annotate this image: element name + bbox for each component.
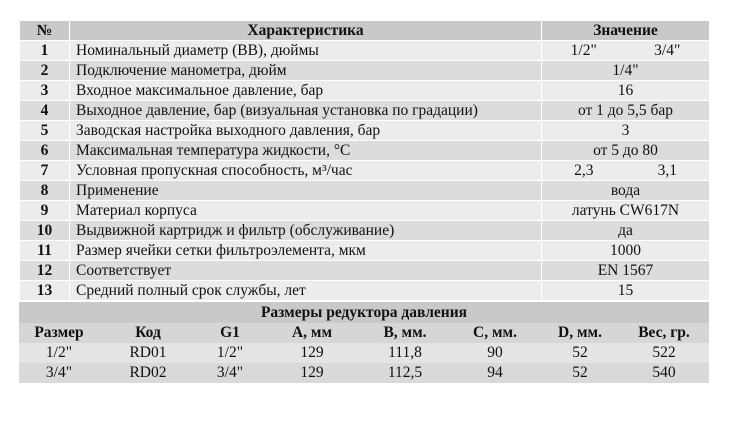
row-number: 10 bbox=[20, 221, 70, 241]
dimensions-cell: 522 bbox=[619, 343, 709, 363]
row-characteristic: Выходное давление, бар (визуальная установка по градации) bbox=[70, 101, 542, 121]
row-number: 5 bbox=[20, 121, 70, 141]
header-number: № bbox=[20, 21, 70, 41]
row-number: 1 bbox=[20, 41, 70, 61]
table-row bbox=[20, 261, 710, 281]
header-characteristic: Характеристика bbox=[70, 21, 542, 41]
row-characteristic: Заводская настройка выходного давления, бар bbox=[70, 121, 542, 141]
row-characteristic: Выдвижной картридж и фильтр (обслуживание) bbox=[70, 221, 542, 241]
row-number: 12 bbox=[20, 261, 70, 281]
dimensions-header-cell: А, мм bbox=[263, 323, 361, 343]
row-value: 3 bbox=[542, 121, 710, 141]
dimensions-header-cell: С, мм. bbox=[449, 323, 541, 343]
dimensions-header-cell: Код bbox=[99, 323, 197, 343]
dimensions-table-body bbox=[19, 323, 709, 383]
row-value: EN 1567 bbox=[542, 261, 710, 281]
row-characteristic: Номинальный диаметр (ВВ), дюймы bbox=[70, 41, 542, 61]
row-number: 7 bbox=[20, 161, 70, 181]
dimensions-cell: RD02 bbox=[99, 363, 197, 383]
spec-sheet bbox=[19, 20, 709, 383]
dimensions-cell: 3/4" bbox=[19, 363, 99, 383]
row-value: да bbox=[542, 221, 710, 241]
table-row bbox=[20, 161, 710, 181]
dimensions-cell: RD01 bbox=[99, 343, 197, 363]
dimensions-cell: 1/2" bbox=[19, 343, 99, 363]
row-characteristic: Условная пропускная способность, м³/час bbox=[70, 161, 542, 181]
table-row bbox=[20, 121, 710, 141]
row-value: 1/4" bbox=[542, 61, 710, 81]
characteristics-table bbox=[19, 20, 710, 301]
dimensions-cell: 52 bbox=[541, 343, 619, 363]
dimensions-title: Размеры редуктора давления bbox=[19, 301, 709, 323]
row-number: 4 bbox=[20, 101, 70, 121]
dimensions-header-cell: D, мм. bbox=[541, 323, 619, 343]
dimensions-header-cell: G1 bbox=[197, 323, 263, 343]
dimensions-cell: 129 bbox=[263, 363, 361, 383]
row-characteristic: Размер ячейки сетки фильтроэлемента, мкм bbox=[70, 241, 542, 261]
row-number: 11 bbox=[20, 241, 70, 261]
row-number: 13 bbox=[20, 281, 70, 301]
dimensions-cell: 540 bbox=[619, 363, 709, 383]
row-characteristic: Средний полный срок службы, лет bbox=[70, 281, 542, 301]
table-row bbox=[20, 281, 710, 301]
row-characteristic: Подключение манометра, дюйм bbox=[70, 61, 542, 81]
characteristics-table-body bbox=[20, 21, 710, 301]
dimensions-cell: 52 bbox=[541, 363, 619, 383]
row-number: 8 bbox=[20, 181, 70, 201]
dimensions-table bbox=[19, 323, 709, 383]
row-value: 1000 bbox=[542, 241, 710, 261]
table-row bbox=[20, 221, 710, 241]
row-value: 15 bbox=[542, 281, 710, 301]
dimensions-cell: 1/2" bbox=[197, 343, 263, 363]
row-characteristic: Соответствует bbox=[70, 261, 542, 281]
dimensions-header-cell: Размер bbox=[19, 323, 99, 343]
row-value-part: 3/4" bbox=[654, 42, 681, 59]
table-row bbox=[20, 101, 710, 121]
header-value: Значение bbox=[542, 21, 710, 41]
dimensions-cell: 3/4" bbox=[197, 363, 263, 383]
row-value-split bbox=[542, 41, 709, 60]
row-number: 3 bbox=[20, 81, 70, 101]
row-characteristic: Материал корпуса bbox=[70, 201, 542, 221]
table-row bbox=[20, 241, 710, 261]
row-value: латунь CW617N bbox=[542, 201, 710, 221]
table-row bbox=[20, 81, 710, 101]
table-row bbox=[20, 201, 710, 221]
table-row bbox=[20, 141, 710, 161]
row-value: вода bbox=[542, 181, 710, 201]
dimensions-cell: 129 bbox=[263, 343, 361, 363]
row-number: 2 bbox=[20, 61, 70, 81]
dimensions-cell: 111,8 bbox=[361, 343, 449, 363]
dimensions-row bbox=[19, 363, 709, 383]
row-value bbox=[542, 161, 710, 181]
row-value: от 1 до 5,5 бар bbox=[542, 101, 710, 121]
row-characteristic: Входное максимальное давление, бар bbox=[70, 81, 542, 101]
dimensions-cell: 90 bbox=[449, 343, 541, 363]
dimensions-cell: 112,5 bbox=[361, 363, 449, 383]
dimensions-cell: 94 bbox=[449, 363, 541, 383]
row-value-split bbox=[542, 161, 709, 180]
row-value: от 5 до 80 bbox=[542, 141, 710, 161]
row-value-part: 3,1 bbox=[657, 162, 677, 179]
table-row bbox=[20, 61, 710, 81]
row-number: 6 bbox=[20, 141, 70, 161]
dimensions-header-cell: В, мм. bbox=[361, 323, 449, 343]
row-value-part: 1/2" bbox=[570, 42, 597, 59]
row-characteristic: Применение bbox=[70, 181, 542, 201]
dimensions-header-row bbox=[19, 323, 709, 343]
table-header-row bbox=[20, 21, 710, 41]
dimensions-header-cell: Вес, гр. bbox=[619, 323, 709, 343]
row-value: 16 bbox=[542, 81, 710, 101]
row-value-part: 2,3 bbox=[574, 162, 594, 179]
table-row bbox=[20, 181, 710, 201]
dimensions-row bbox=[19, 343, 709, 363]
row-characteristic: Максимальная температура жидкости, °С bbox=[70, 141, 542, 161]
row-value bbox=[542, 41, 710, 61]
row-number: 9 bbox=[20, 201, 70, 221]
table-row bbox=[20, 41, 710, 61]
